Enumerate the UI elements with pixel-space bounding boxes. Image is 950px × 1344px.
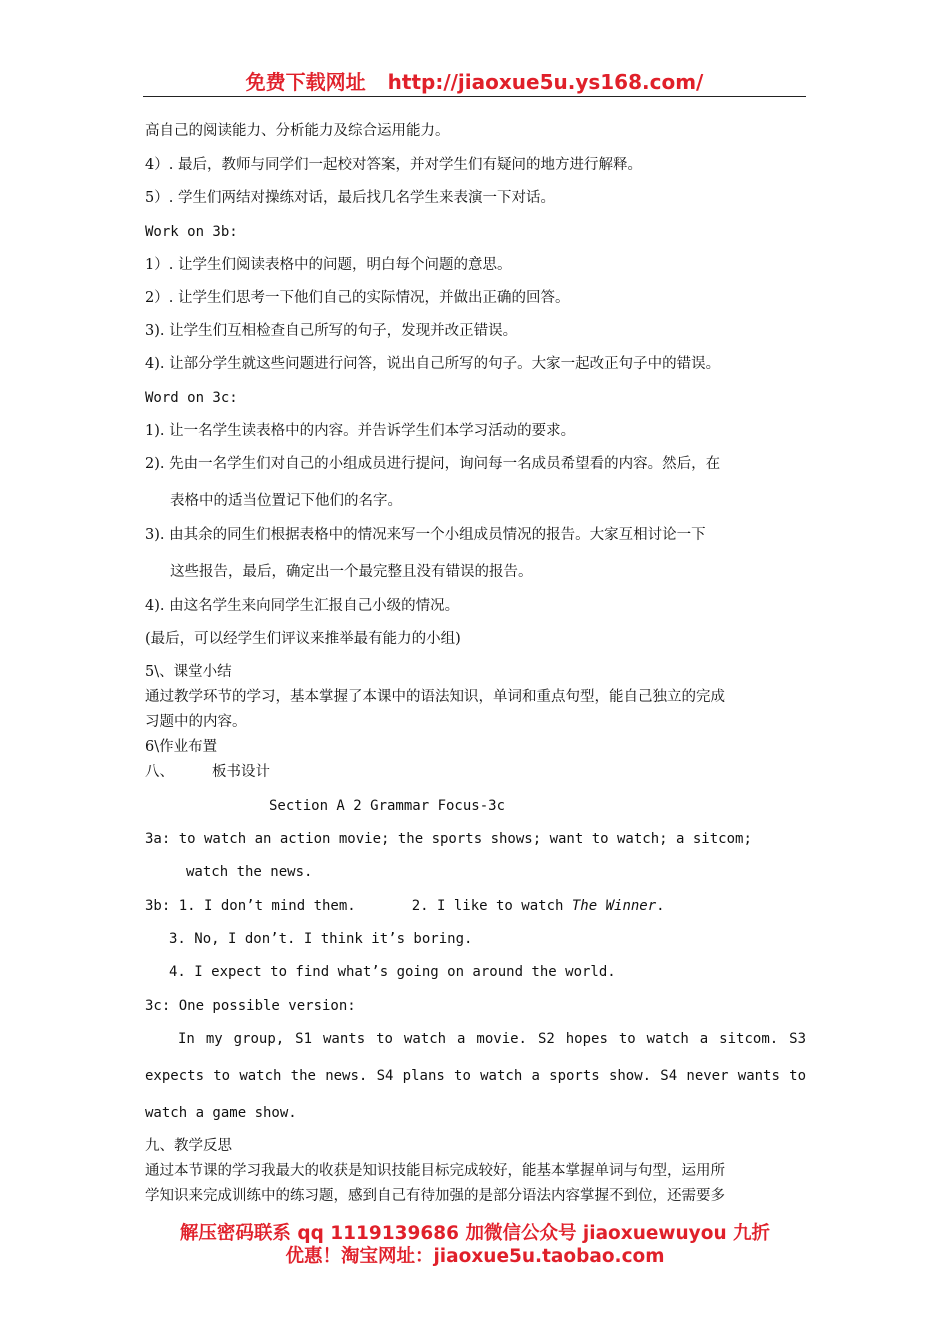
answer-3b-period: . <box>656 898 665 914</box>
body-line: 4). 由这名学生来向同学生汇报自己小级的情况。 <box>145 598 460 614</box>
body-line: 3). 让学生们互相检查自己所写的句子，发现并改正错误。 <box>145 323 518 339</box>
footer-contact-line: 解压密码联系 qq 1119139686 加微信公众号 jiaoxuewuyou 九折 <box>179 1223 771 1244</box>
body-line: 2). 先由一名学生们对自己的小组成员进行提问，询问每一名成员希望看的内容。然后，在 <box>145 456 721 472</box>
answer-3b-title: The Winner <box>571 898 657 914</box>
body-line: 3). 由其余的同生们根据表格中的情况来写一个小组成员情况的报告。大家互相讨论一下 <box>145 527 706 543</box>
section-number: 八、 <box>145 764 174 780</box>
answer-3b-line1 <box>145 896 665 916</box>
answer-3b-item1: 3b: 1. I don’t mind them. <box>145 898 356 914</box>
body-line: (最后，可以经学生们评议来推举最有能力的小组) <box>145 631 461 647</box>
section-heading-3c: Word on 3c: <box>145 390 238 406</box>
section-heading-board <box>145 762 270 782</box>
section-heading-homework: 6\作业布置 <box>145 739 218 755</box>
body-line: 这些报告，最后，确定出一个最完整且没有错误的报告。 <box>170 564 533 580</box>
body-line: 4). 让部分学生就这些问题进行问答，说出自己所写的句子。大家一起改正句子中的错误。 <box>145 356 721 372</box>
body-line: 4）. 最后，教师与同学们一起校对答案，并对学生们有疑问的地方进行解释。 <box>145 157 642 173</box>
body-line: 表格中的适当位置记下他们的名字。 <box>170 493 402 509</box>
body-line: 通过教学环节的学习，基本掌握了本课中的语法知识，单词和重点句型，能自己独立的完成 <box>145 689 725 705</box>
answer-3b-item2: 2. I like to watch <box>411 898 572 914</box>
answer-3a-cont: watch the news. <box>186 864 313 880</box>
answer-3c-line: watch a game show. <box>145 1105 297 1121</box>
body-line: 学知识来完成训练中的练习题，感到自己有待加强的是部分语法内容掌握不到位，还需要多 <box>145 1188 725 1204</box>
section-heading-summary: 5\、课堂小结 <box>145 664 232 680</box>
header-download-label: 免费下载网址 <box>245 70 366 94</box>
body-line: 1）. 让学生们阅读表格中的问题，明白每个问题的意思。 <box>145 257 512 273</box>
body-line: 1). 让一名学生读表格中的内容。并告诉学生们本学习活动的要求。 <box>145 423 576 439</box>
footer-shop-line: 优惠！淘宝网址：jiaoxue5u.taobao.com <box>285 1246 665 1267</box>
body-line: 5）. 学生们两结对操练对话，最后找几名学生来表演一下对话。 <box>145 190 555 206</box>
body-line: 高自己的阅读能力、分析能力及综合运用能力。 <box>145 123 450 139</box>
answer-3c-heading: 3c: One possible version: <box>145 998 356 1014</box>
header-url-link[interactable]: http://jiaoxue5u.ys168.com/ <box>387 70 704 94</box>
page-header <box>143 66 806 97</box>
section-title: 板书设计 <box>212 764 270 780</box>
body-line: 2）. 让学生们思考一下他们自己的实际情况，并做出正确的回答。 <box>145 290 570 306</box>
answer-3c-line: In my group, S1 wants to watch a movie. S2 hopes to watch a sitcom. S3 <box>178 1031 806 1047</box>
body-line: 通过本节课的学习我最大的收获是知识技能目标完成较好，能基本掌握单词与句型，运用所 <box>145 1163 725 1179</box>
body-line: 习题中的内容。 <box>145 714 247 730</box>
answer-3b-item3: 3. No, I don’t. I think it’s boring. <box>169 931 473 947</box>
section-heading-3b: Work on 3b: <box>145 224 238 240</box>
answer-3b-item4: 4. I expect to find what’s going on around the world. <box>169 964 616 980</box>
answer-3c-line: expects to watch the news. S4 plans to watch a sports show. S4 never wants to <box>145 1068 806 1084</box>
answer-3a: 3a: to watch an action movie; the sports shows; want to watch; a sitcom; <box>145 831 752 847</box>
section-heading-reflection: 九、教学反思 <box>145 1138 232 1154</box>
board-title: Section A 2 Grammar Focus-3c <box>269 798 506 814</box>
